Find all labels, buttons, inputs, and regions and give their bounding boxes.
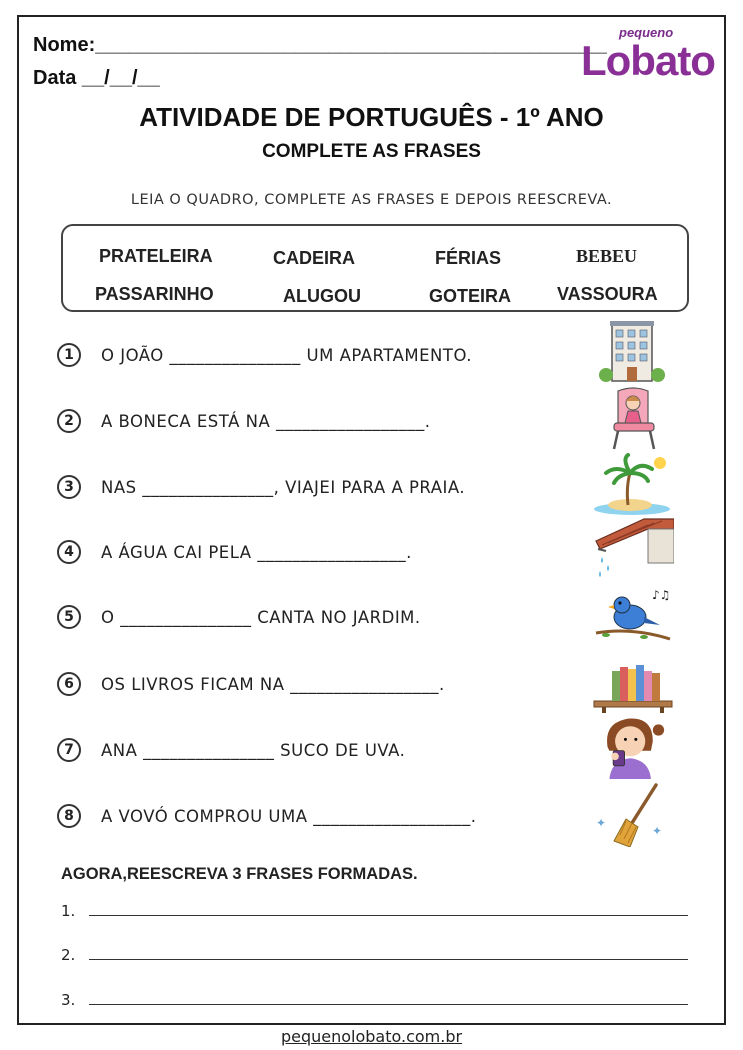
bookshelf-icon xyxy=(592,649,674,715)
question-number: 1 xyxy=(57,343,81,367)
answer-line-3[interactable] xyxy=(61,987,688,1009)
bird-icon xyxy=(592,583,674,649)
question-4 xyxy=(57,537,412,567)
svg-text:✦: ✦ xyxy=(596,816,607,830)
question-6 xyxy=(57,669,445,699)
word-bank-item: FÉRIAS xyxy=(435,248,502,268)
page-title: ATIVIDADE DE PORTUGUÊS - 1º ANO xyxy=(139,102,604,132)
question-number: 4 xyxy=(57,540,81,564)
answer-line-1[interactable] xyxy=(61,898,688,920)
question-number: 3 xyxy=(57,475,81,499)
answer-line-2[interactable] xyxy=(61,942,688,964)
question-1 xyxy=(57,340,472,370)
pequeno-lobato-logo xyxy=(579,23,719,91)
question-number: 6 xyxy=(57,672,81,696)
date-field[interactable]: Data __/__/__ xyxy=(33,67,160,89)
rewrite-instruction: AGORA,REESCREVA 3 FRASES FORMADAS. xyxy=(61,865,418,883)
question-text[interactable]: A VOVÓ COMPROU UMA __________________. xyxy=(101,806,477,826)
question-3 xyxy=(57,472,465,502)
word-bank-item: VASSOURA xyxy=(557,284,658,304)
word-bank-item: CADEIRA xyxy=(273,248,356,268)
answer-line-number: 2. xyxy=(61,946,76,964)
question-text[interactable]: O JOÃO _______________ UM APARTAMENTO. xyxy=(101,345,473,365)
word-bank xyxy=(61,224,689,312)
answer-line-number: 3. xyxy=(61,991,76,1009)
word-bank-item: GOTEIRA xyxy=(429,286,512,306)
word-bank-item: BEBEU xyxy=(576,246,638,266)
question-5 xyxy=(57,602,421,632)
question-7 xyxy=(57,735,405,765)
footer-link[interactable]: pequenolobato.com.br xyxy=(280,1027,463,1046)
logo-small-text: pequeno xyxy=(619,25,674,40)
building-icon xyxy=(592,319,674,385)
question-text[interactable]: NAS _______________, VIAJEI PARA A PRAIA. xyxy=(101,477,466,497)
instructions: LEIA O QUADRO, COMPLETE AS FRASES E DEPOIS REESCREVA. xyxy=(130,192,613,208)
question-text[interactable]: A BONECA ESTÁ NA _________________. xyxy=(101,411,431,431)
word-bank-item: PASSARINHO xyxy=(95,284,214,304)
answer-line-number: 1. xyxy=(61,902,76,920)
leaking-roof-icon xyxy=(592,517,674,583)
doll-on-chair-icon xyxy=(592,385,674,451)
word-bank-item: ALUGOU xyxy=(283,286,361,306)
island-icon xyxy=(592,451,674,517)
svg-text:✦: ✦ xyxy=(652,824,663,838)
question-text[interactable]: OS LIVROS FICAM NA _________________. xyxy=(101,674,445,694)
word-bank-item: PRATELEIRA xyxy=(99,246,213,266)
svg-text:♪♫: ♪♫ xyxy=(652,588,671,602)
question-8 xyxy=(57,801,477,831)
name-field[interactable]: Nome:______________________________________________ xyxy=(33,34,607,56)
logo-big-text: Lobato xyxy=(581,37,715,84)
question-number: 5 xyxy=(57,605,81,629)
question-number: 7 xyxy=(57,738,81,762)
question-number: 8 xyxy=(57,804,81,828)
girl-drinking-icon xyxy=(592,713,674,779)
question-number: 2 xyxy=(57,409,81,433)
question-2 xyxy=(57,406,430,436)
question-text[interactable]: A ÁGUA CAI PELA _________________. xyxy=(101,542,412,562)
question-text[interactable]: O _______________ CANTA NO JARDIM. xyxy=(101,607,421,627)
question-text[interactable]: ANA _______________ SUCO DE UVA. xyxy=(101,740,406,760)
broom-icon xyxy=(592,781,674,847)
worksheet xyxy=(17,15,726,1025)
page-subtitle: COMPLETE AS FRASES xyxy=(262,141,481,162)
